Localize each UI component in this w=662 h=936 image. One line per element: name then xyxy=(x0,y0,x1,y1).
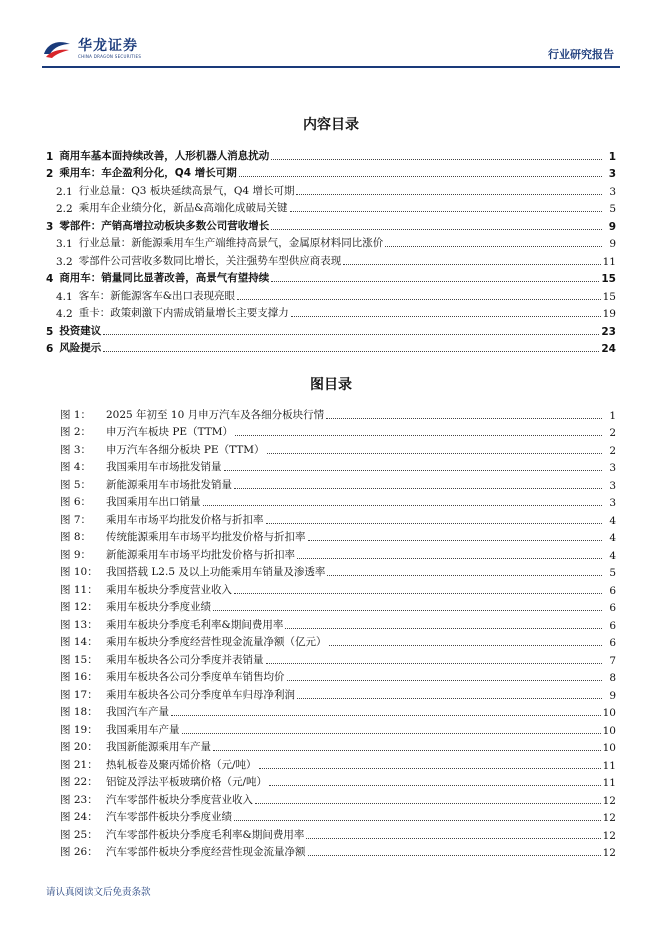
figure-entry-page: 5 xyxy=(609,567,616,579)
company-logo xyxy=(42,38,141,60)
dot-leader xyxy=(306,826,600,839)
toc-entry-page: 19 xyxy=(602,308,616,320)
figure-entry-page: 1 xyxy=(609,409,616,422)
figure-entry[interactable] xyxy=(60,614,616,632)
figure-entry-title: 乘用车板块分季度营业收入 xyxy=(106,583,232,596)
toc-entry[interactable] xyxy=(46,338,616,356)
figure-entry[interactable] xyxy=(60,597,616,615)
logo-icon xyxy=(42,38,72,60)
dot-leader xyxy=(329,633,603,646)
dot-leader xyxy=(291,304,601,317)
figure-entry[interactable] xyxy=(60,719,616,737)
figure-entry-page: 2 xyxy=(609,444,616,457)
figure-entry-page: 4 xyxy=(609,549,616,562)
toc-entry-page: 9 xyxy=(609,238,616,250)
figure-entry-page: 3 xyxy=(609,479,616,492)
figure-entry-number: 图 25： xyxy=(60,828,98,841)
figure-entry-title: 传统能源乘用车市场平均批发价格与折扣率 xyxy=(106,531,306,543)
dot-leader xyxy=(271,147,602,160)
figure-entry-page: 6 xyxy=(609,602,616,614)
logo-chinese-name: 华龙证券 xyxy=(78,38,138,54)
figure-entry-title: 我国新能源乘用车产量 xyxy=(106,741,211,753)
figure-entry-page: 4 xyxy=(609,532,616,544)
toc-entry[interactable] xyxy=(46,180,616,198)
figure-entry-title: 乘用车板块分季度业绩 xyxy=(106,601,211,613)
figure-entry-number: 图 22： xyxy=(60,776,98,788)
dot-leader xyxy=(266,651,603,664)
toc-entry-title: 商用车基本面持续改善，人形机器人消息扰动 xyxy=(59,149,270,162)
figure-entry[interactable] xyxy=(60,544,616,562)
dot-leader xyxy=(259,756,601,769)
toc-entry-number: 3.2 xyxy=(56,255,73,268)
toc-title: 内容目录 xyxy=(303,117,359,133)
toc-entry-page: 3 xyxy=(609,185,616,198)
figure-entry-number: 图 5： xyxy=(60,478,92,491)
figure-entry[interactable] xyxy=(60,492,616,510)
figure-list-title: 图目录 xyxy=(310,377,352,393)
toc-entry-title: 乘用车：车企盈利分化，Q4 增长可期 xyxy=(59,167,237,179)
figure-entry-page: 7 xyxy=(609,654,616,667)
dot-leader xyxy=(234,581,602,594)
figure-entry-page: 8 xyxy=(609,672,616,684)
figure-entry-page: 4 xyxy=(609,514,616,527)
figure-entry-number: 图 2： xyxy=(60,426,92,438)
footer-disclaimer: 请认真阅读文后免责条款 xyxy=(46,887,151,898)
toc-entry-number: 5 xyxy=(46,325,54,338)
dot-leader xyxy=(285,616,602,629)
figure-entry-title: 我国乘用车出口销量 xyxy=(106,496,201,508)
toc-entry-title: 客车：新能源客车&出口表现亮眼 xyxy=(78,289,236,302)
figure-entry-title: 汽车零部件板块分季度营业收入 xyxy=(106,793,253,806)
toc-entry[interactable] xyxy=(46,250,616,268)
figure-entry-number: 图 18： xyxy=(60,706,98,718)
toc-entry[interactable] xyxy=(46,163,616,181)
dot-leader xyxy=(213,598,602,611)
figure-entry-title: 汽车零部件板块分季度毛利率&期间费用率 xyxy=(106,828,305,841)
toc-entry-title: 零部件：产销高增拉动板块多数公司营收增长 xyxy=(59,219,270,232)
figure-entry[interactable] xyxy=(60,579,616,597)
dot-leader xyxy=(182,721,601,734)
figure-entry-title: 铝锭及浮法平板玻璃价格（元/吨） xyxy=(106,776,268,788)
report-type-label: 行业研究报告 xyxy=(548,48,614,61)
toc-entry-page: 5 xyxy=(609,203,616,215)
toc-entry-title: 风险提示 xyxy=(59,342,102,354)
figure-entry-page: 6 xyxy=(609,637,616,649)
dot-leader xyxy=(385,234,602,247)
figure-entry-page: 3 xyxy=(609,497,616,509)
figure-entry-number: 图 10： xyxy=(60,566,98,578)
dot-leader xyxy=(287,668,603,681)
dot-leader xyxy=(271,217,602,230)
figure-entry-page: 12 xyxy=(602,812,616,824)
dot-leader xyxy=(103,322,599,335)
toc-entry[interactable] xyxy=(46,233,616,251)
figure-entry[interactable] xyxy=(60,527,616,545)
dot-leader xyxy=(327,563,602,576)
toc-entry-title: 行业总量：新能源乘用车生产端维持高景气，金属原材料同比涨价 xyxy=(78,237,384,249)
figure-entry-page: 11 xyxy=(602,759,616,772)
toc-entry-title: 投资建议 xyxy=(59,324,102,337)
toc-entry-title: 重卡：政策刺激下内需成销量增长主要支撑力 xyxy=(78,307,289,319)
dot-leader xyxy=(267,441,602,454)
figure-entry-page: 6 xyxy=(609,619,616,632)
table-of-contents xyxy=(46,145,616,355)
figure-entry-page: 10 xyxy=(602,742,616,754)
dot-leader xyxy=(297,546,602,559)
figure-entry-page: 10 xyxy=(602,724,616,737)
toc-entry-page: 15 xyxy=(601,273,616,285)
figure-entry-page: 12 xyxy=(602,829,616,842)
figure-entry[interactable] xyxy=(60,824,616,842)
dot-leader xyxy=(213,738,601,751)
dot-leader xyxy=(308,843,601,856)
dot-leader xyxy=(326,406,602,419)
figure-entry[interactable] xyxy=(60,667,616,685)
figure-entry-title: 乘用车板块各公司分季度单车归母净利润 xyxy=(106,688,295,701)
logo-english-name: CHINA DRAGON SECURITIES xyxy=(78,54,142,59)
figure-entry-title: 乘用车市场平均批发价格与折扣率 xyxy=(106,513,264,526)
figure-entry-title: 新能源乘用车市场平均批发价格与折扣率 xyxy=(106,548,295,561)
header-divider xyxy=(42,66,620,68)
toc-entry-number: 4 xyxy=(46,273,54,285)
toc-entry-title: 商用车：销量同比显著改善，高景气有望持续 xyxy=(59,272,270,284)
figure-entry-number: 图 23： xyxy=(60,793,98,806)
figure-entry-number: 图 9： xyxy=(60,548,92,561)
dot-leader xyxy=(103,339,599,352)
figure-entry-title: 我国汽车产量 xyxy=(106,706,169,718)
dot-leader xyxy=(266,511,603,524)
figure-entry-page: 12 xyxy=(602,847,616,859)
figure-entry-number: 图 26： xyxy=(60,846,98,858)
figure-entry-title: 乘用车板块分季度经营性现金流量净额（亿元） xyxy=(106,636,327,648)
toc-entry[interactable] xyxy=(46,268,616,286)
dot-leader xyxy=(234,476,602,489)
figure-entry[interactable] xyxy=(60,422,616,440)
toc-entry-page: 23 xyxy=(601,325,616,338)
figure-entry-title: 汽车零部件板块分季度经营性现金流量净额 xyxy=(106,846,306,858)
figure-entry[interactable] xyxy=(60,474,616,492)
dot-leader xyxy=(239,164,602,177)
dot-leader xyxy=(171,703,601,716)
dot-leader xyxy=(224,458,603,471)
figure-entry-page: 2 xyxy=(609,427,616,439)
figure-entry-number: 图 7： xyxy=(60,513,92,526)
figure-entry-page: 10 xyxy=(602,707,616,719)
dot-leader xyxy=(235,423,602,436)
figure-entry-page: 12 xyxy=(602,794,616,807)
figure-entry-number: 图 14： xyxy=(60,636,98,648)
dot-leader xyxy=(343,252,600,265)
toc-entry-number: 3.1 xyxy=(56,238,73,250)
toc-entry[interactable] xyxy=(46,198,616,216)
figure-entry[interactable] xyxy=(60,772,616,790)
page-header xyxy=(0,0,662,70)
figure-entry-number: 图 17： xyxy=(60,688,98,701)
figure-entry-number: 图 24： xyxy=(60,811,98,823)
figure-entry-number: 图 13： xyxy=(60,618,98,631)
figure-entry-page: 11 xyxy=(602,777,616,789)
figure-entry-title: 我国乘用车市场批发销量 xyxy=(106,461,222,473)
toc-entry-number: 2 xyxy=(46,168,54,180)
toc-entry-page: 1 xyxy=(608,150,616,163)
figure-entry-title: 乘用车板块各公司分季度单车销售均价 xyxy=(106,671,285,683)
figure-entry[interactable] xyxy=(60,649,616,667)
toc-entry-number: 2.2 xyxy=(56,203,73,215)
figure-entry[interactable] xyxy=(60,562,616,580)
figure-entry-number: 图 15： xyxy=(60,653,98,666)
toc-entry-number: 2.1 xyxy=(56,185,73,198)
figure-entry-number: 图 20： xyxy=(60,741,98,753)
toc-entry[interactable] xyxy=(46,320,616,338)
figure-entry-page: 9 xyxy=(609,689,616,702)
figure-entry-number: 图 19： xyxy=(60,723,98,736)
figure-entry-number: 图 6： xyxy=(60,496,92,508)
figure-entry-title: 2025 年初至 10 月申万汽车及各细分板块行情 xyxy=(106,408,325,421)
figure-entry[interactable] xyxy=(60,807,616,825)
figure-list xyxy=(60,404,616,859)
figure-entry-title: 新能源乘用车市场批发销量 xyxy=(106,478,232,491)
dot-leader xyxy=(271,269,599,282)
figure-entry[interactable] xyxy=(60,737,616,755)
figure-entry-number: 图 12： xyxy=(60,601,98,613)
figure-entry[interactable] xyxy=(60,457,616,475)
figure-entry-number: 图 1： xyxy=(60,408,92,421)
dot-leader xyxy=(255,791,601,804)
toc-entry-page: 9 xyxy=(608,220,616,233)
dot-leader xyxy=(290,199,602,212)
figure-entry[interactable] xyxy=(60,404,616,422)
figure-entry-title: 申万汽车各细分板块 PE（TTM） xyxy=(106,443,265,456)
toc-entry-number: 6 xyxy=(46,343,54,355)
dot-leader xyxy=(308,528,603,541)
figure-entry-page: 3 xyxy=(609,462,616,474)
dot-leader xyxy=(296,182,602,195)
figure-entry-title: 汽车零部件板块分季度业绩 xyxy=(106,811,232,823)
figure-entry-page: 6 xyxy=(609,584,616,597)
toc-entry-title: 行业总量：Q3 板块延续高景气，Q4 增长可期 xyxy=(78,184,295,197)
toc-entry-page: 15 xyxy=(602,290,616,303)
figure-entry[interactable] xyxy=(60,754,616,772)
figure-entry[interactable] xyxy=(60,789,616,807)
figure-entry-number: 图 11： xyxy=(60,583,98,596)
figure-entry-title: 热轧板卷及聚丙烯价格（元/吨） xyxy=(106,758,257,771)
toc-entry-number: 4.2 xyxy=(56,308,73,320)
toc-entry-number: 3 xyxy=(46,220,54,233)
figure-entry-title: 乘用车板块分季度毛利率&期间费用率 xyxy=(106,618,284,631)
figure-entry[interactable] xyxy=(60,842,616,860)
dot-leader xyxy=(237,287,601,300)
toc-entry[interactable] xyxy=(46,215,616,233)
toc-entry-title: 乘用车企业绩分化，新品&高端化成破局关键 xyxy=(78,202,288,214)
figure-entry[interactable] xyxy=(60,684,616,702)
dot-leader xyxy=(269,773,601,786)
toc-entry-title: 零部件公司营收多数同比增长，关注强势车型供应商表现 xyxy=(78,254,342,267)
figure-entry[interactable] xyxy=(60,702,616,720)
toc-entry-page: 11 xyxy=(602,255,616,268)
figure-entry-number: 图 16： xyxy=(60,671,98,683)
figure-entry-number: 图 21： xyxy=(60,758,98,771)
figure-entry-number: 图 3： xyxy=(60,443,92,456)
dot-leader xyxy=(297,686,602,699)
toc-entry-page: 3 xyxy=(608,168,616,180)
toc-entry-number: 4.1 xyxy=(56,290,73,303)
dot-leader xyxy=(234,808,601,821)
toc-entry-page: 24 xyxy=(601,343,616,355)
figure-entry-number: 图 4： xyxy=(60,461,92,473)
toc-entry-number: 1 xyxy=(46,150,54,163)
figure-entry-number: 图 8： xyxy=(60,531,92,543)
figure-entry[interactable] xyxy=(60,632,616,650)
figure-entry-title: 我国搭载 L2.5 及以上功能乘用车销量及渗透率 xyxy=(106,566,326,578)
toc-entry[interactable] xyxy=(46,145,616,163)
figure-entry-title: 乘用车板块各公司分季度并表销量 xyxy=(106,653,264,666)
dot-leader xyxy=(203,493,603,506)
figure-entry-title: 申万汽车板块 PE（TTM） xyxy=(106,426,234,438)
toc-entry[interactable] xyxy=(46,303,616,321)
figure-entry[interactable] xyxy=(60,439,616,457)
figure-entry[interactable] xyxy=(60,509,616,527)
figure-entry-title: 我国乘用车产量 xyxy=(106,723,180,736)
toc-entry[interactable] xyxy=(46,285,616,303)
